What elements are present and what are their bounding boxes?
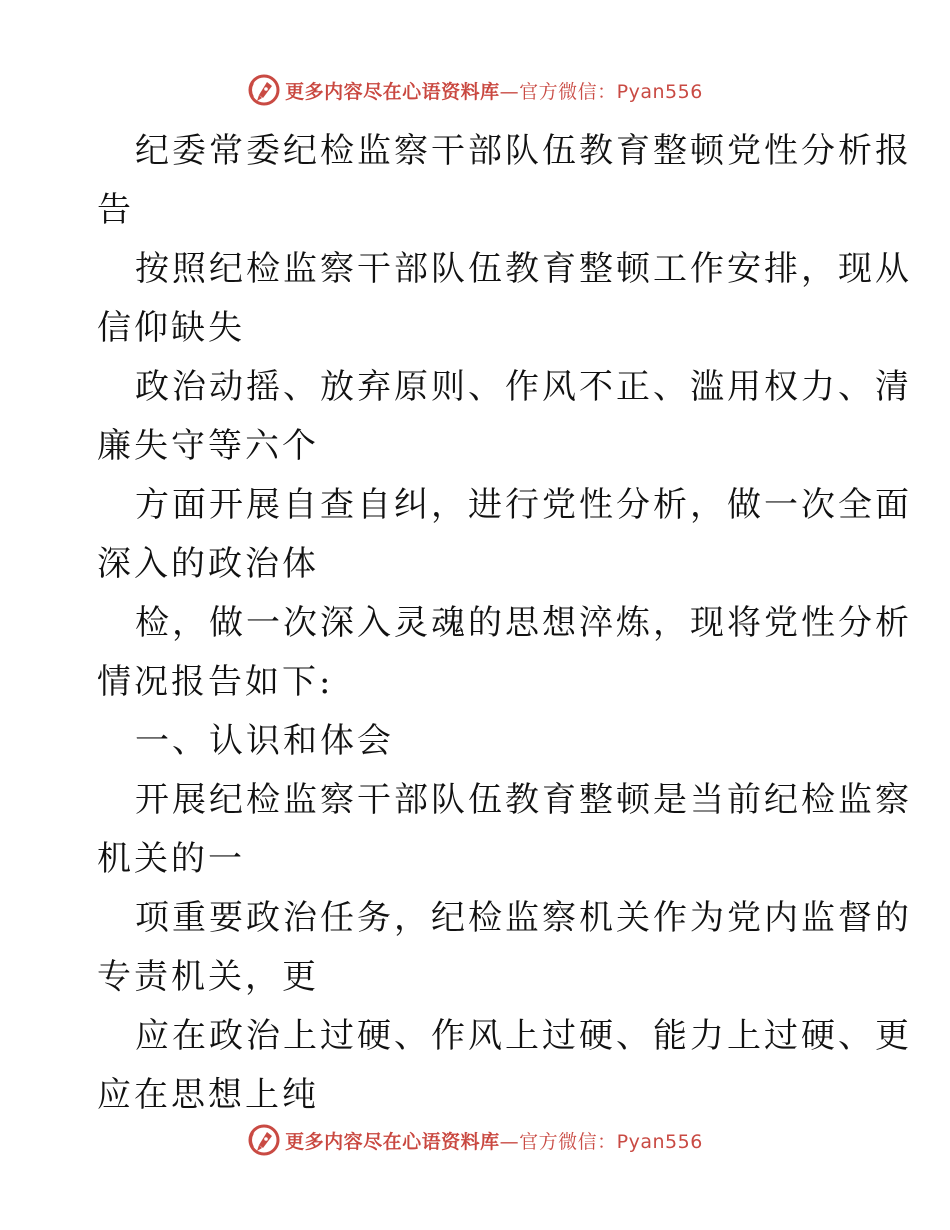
paragraph-line: 项重要政治任务，纪检监察机关作为党内监督的 <box>135 898 912 938</box>
paragraph-line: 方面开展自查自纠，进行党性分析，做一次全面 <box>135 485 912 525</box>
pen-nib-logo-icon <box>247 1123 281 1157</box>
paragraph-line: 开展纪检监察干部队伍教育整顿是当前纪检监察 <box>135 780 912 820</box>
paragraph-line: 检，做一次深入灵魂的思想淬炼，现将党性分析 <box>135 603 912 643</box>
header-banner <box>0 70 950 110</box>
banner-brand: 更多内容尽在心语资料库 <box>285 1130 500 1153</box>
paragraph-line: 情况报告如下: <box>97 662 334 702</box>
paragraph-line: 信仰缺失 <box>97 308 245 348</box>
footer-banner <box>0 1120 950 1160</box>
paragraph-line: 机关的一 <box>97 839 245 879</box>
section-heading: 一、认识和体会 <box>135 721 394 761</box>
banner-separator: — <box>499 80 520 103</box>
paragraph-line: 廉失守等六个 <box>97 426 319 466</box>
banner-wechat: 官方微信：Pyan556 <box>519 1130 703 1153</box>
paragraph-line: 专责机关，更 <box>97 957 319 997</box>
paragraph-line: 政治动摇、放弃原则、作风不正、滥用权力、清 <box>135 367 912 407</box>
doc-title-line-2: 告 <box>97 190 134 230</box>
banner-separator: — <box>499 1130 520 1153</box>
doc-title-line-1: 纪委常委纪检监察干部队伍教育整顿党性分析报 <box>135 131 912 171</box>
document-body <box>97 122 912 1125</box>
paragraph-line: 应在政治上过硬、作风上过硬、能力上过硬、更 <box>135 1016 912 1056</box>
pen-nib-logo-icon <box>247 73 281 107</box>
paragraph-line: 按照纪检监察干部队伍教育整顿工作安排，现从 <box>135 249 912 289</box>
paragraph-line: 应在思想上纯 <box>97 1075 319 1115</box>
banner-wechat: 官方微信：Pyan556 <box>519 80 703 103</box>
banner-brand: 更多内容尽在心语资料库 <box>285 80 500 103</box>
paragraph-line: 深入的政治体 <box>97 544 319 584</box>
